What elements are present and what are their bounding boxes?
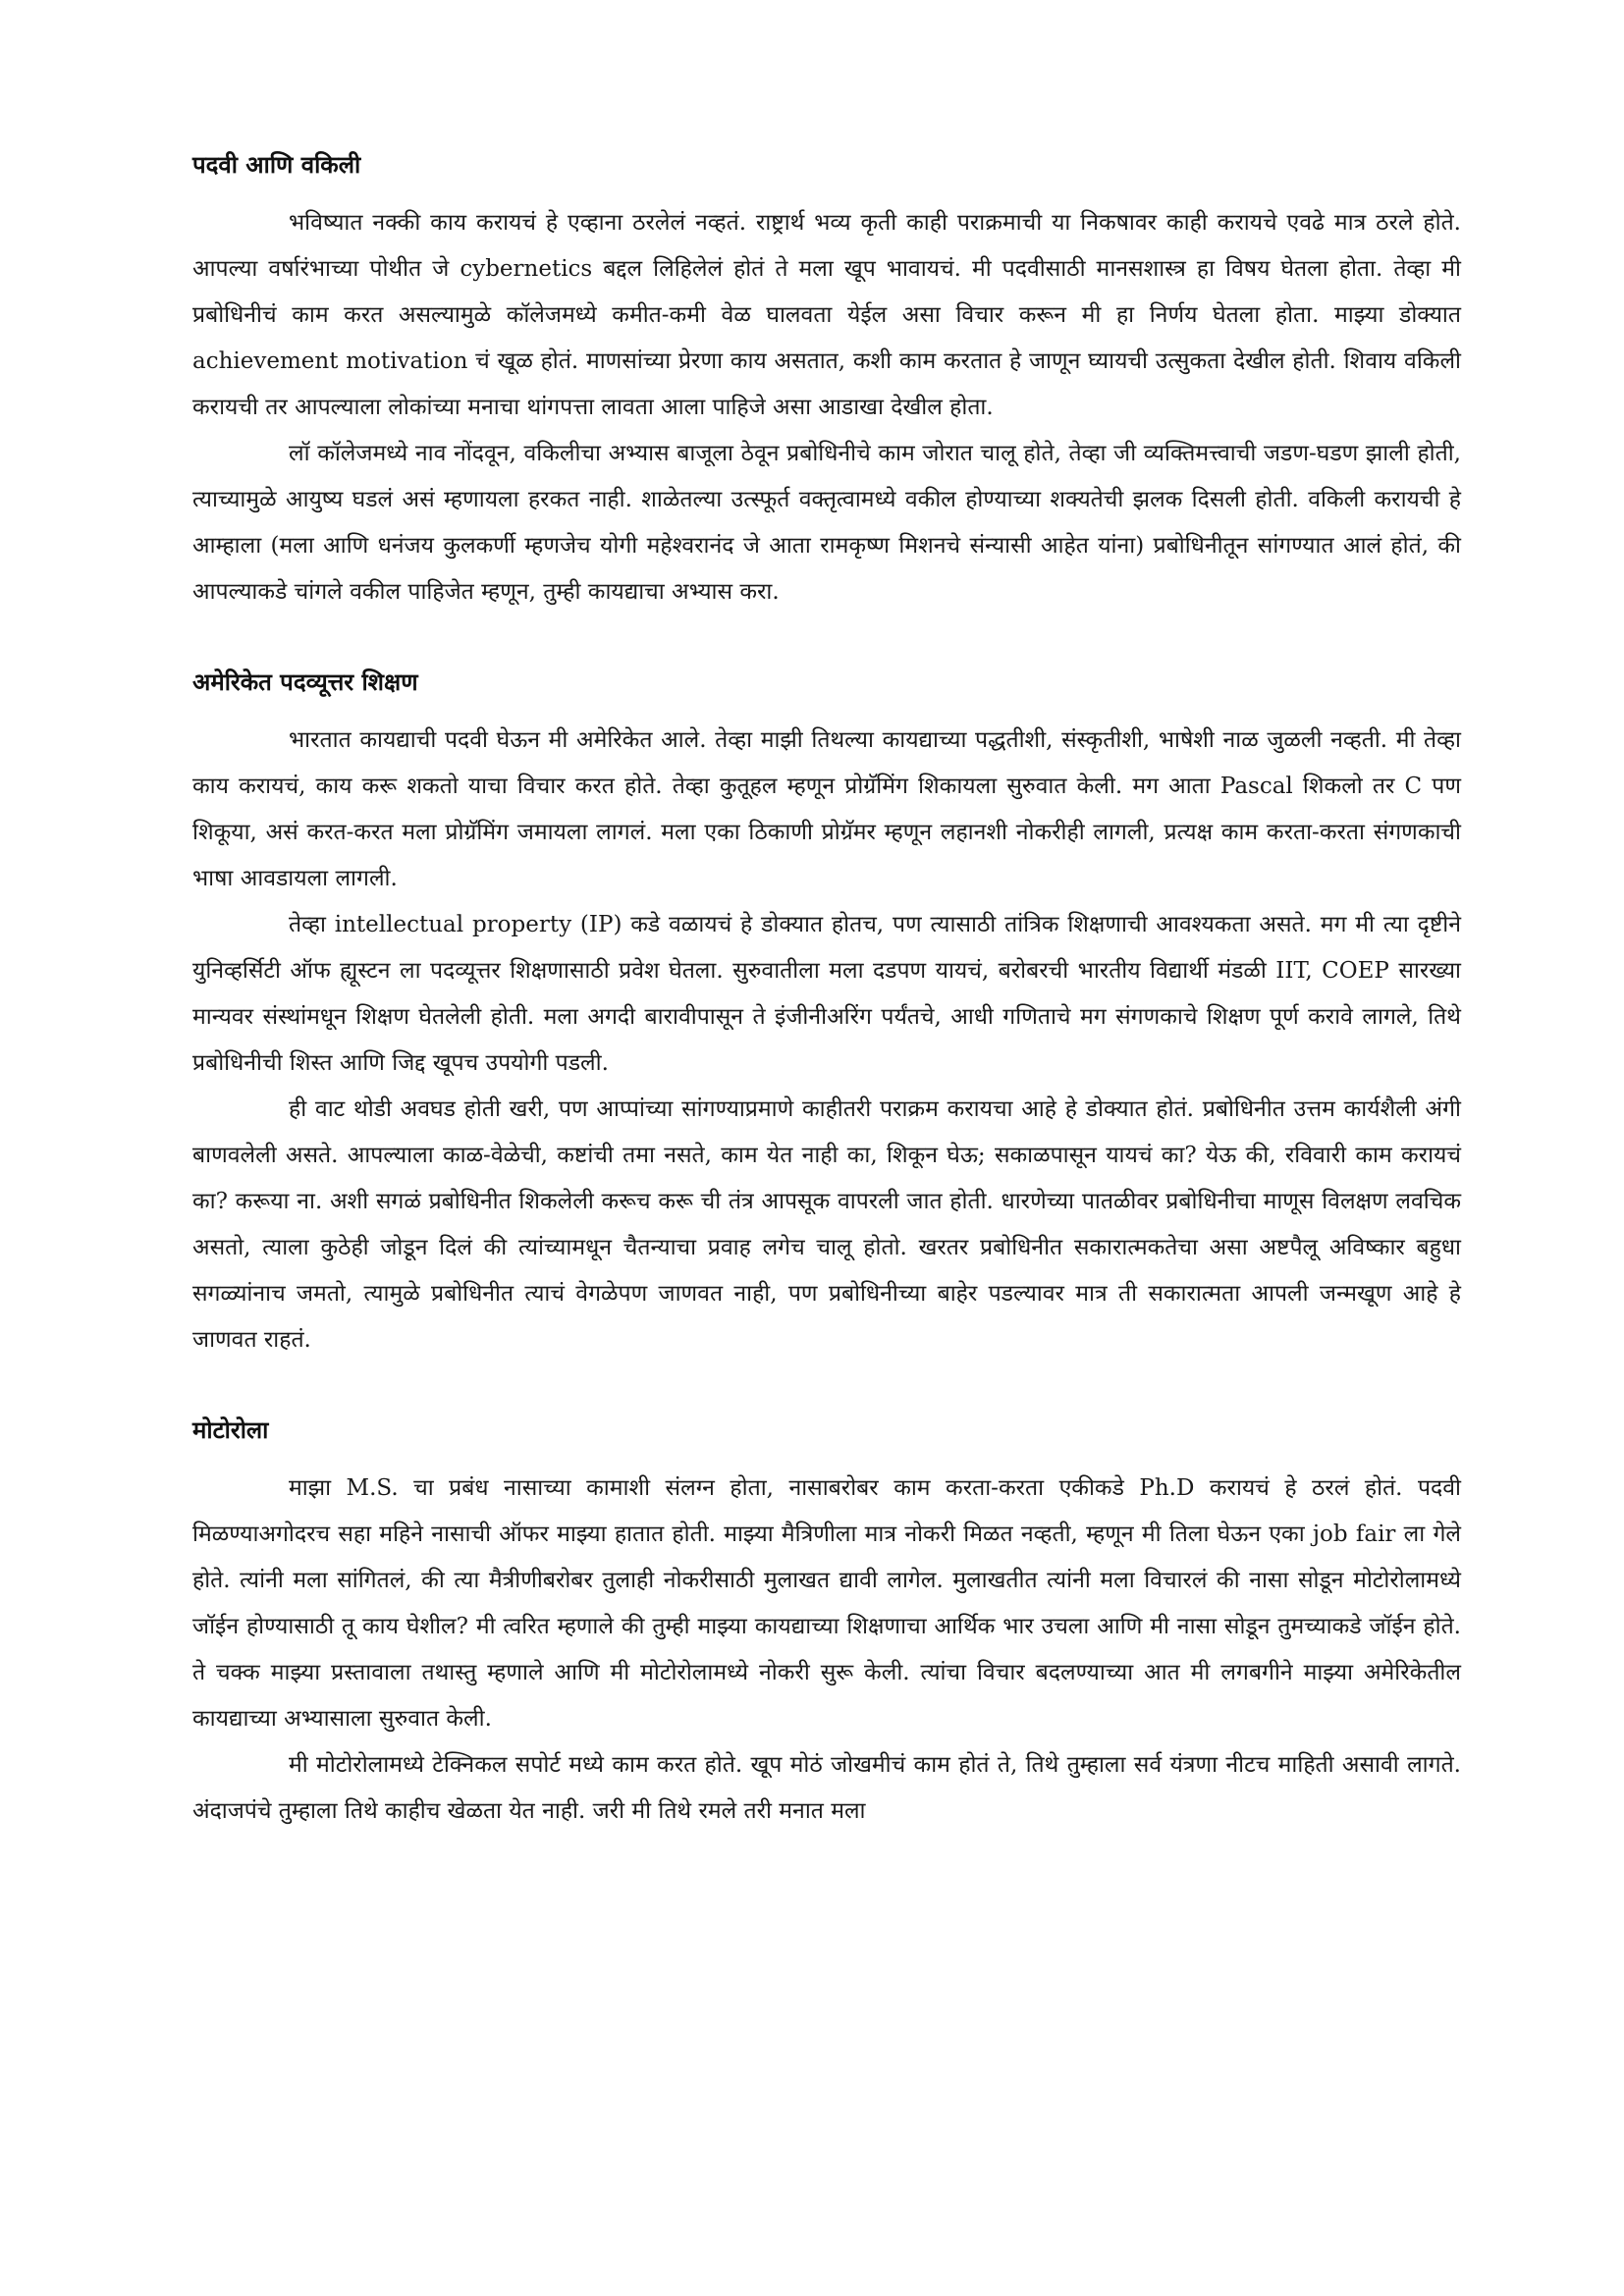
section-degree-and-law (192, 147, 1461, 615)
section-heading: मोटोरोला (192, 1416, 269, 1444)
section-heading: अमेरिकेत पदव्यूत्तर शिक्षण (192, 668, 418, 696)
paragraph: ही वाट थोडी अवघड होती खरी, पण आप्पांच्या सांगण्याप्रमाणे काहीतरी पराक्रम करायचा आहे हे डोक्यात होतं. प्रबोधिनीत उत्तम कार्यशैली अंगी बाणवलेली असते. आपल्याला काळ-वेळेची, कष्टांची तमा नसते, काम येत नाही का, शिकून घेऊ; सकाळपासून यायचं का? येऊ की, रविवारी काम करायचं का? करूया ना. अशी सगळं प्रबोधिनीत शिकलेली करूच करू ची तंत्र आपसूक वापरली जात होती. धारणेच्या पातळीवर प्रबोधिनीचा माणूस विलक्षण लवचिक असतो, त्याला कुठेही जोडून दिलं की त्यांच्यामधून चैतन्याचा प्रवाह लगेच चालू होतो. खरतर प्रबोधिनीत सकारात्मकतेचा असा अष्टपैलू अविष्कार बहुधा सगळ्यांनाच जमतो, त्यामुळे प्रबोधिनीत त्याचं वेगळेपण जाणवत नाही, पण प्रबोधिनीच्या बाहेर पडल्यावर मात्र ती सकारात्मता आपली जन्मखूण आहे हे जाणवत राहतं. (192, 1096, 1461, 1353)
section-heading: पदवी आणि वकिली (192, 151, 361, 179)
paragraph: भविष्यात नक्की काय करायचं हे एव्हाना ठरलेलं नव्हतं. राष्ट्रार्थ भव्य कृती काही पराक्रमाची या निकषावर काही करायचे एवढे मात्र ठरले होते. आपल्या वर्षारंभाच्या पोथीत जे cybernetics बद्दल लिहिलेलं होतं ते मला खूप भावायचं. मी पदवीसाठी मानसशास्त्र हा विषय घेतला होता. तेव्हा मी प्रबोधिनीचं काम करत असल्यामुळे कॉलेजमध्ये कमीत-कमी वेळ घालवता येईल असा विचार करून मी हा निर्णय घेतला होता. माझ्या डोक्यात achievement motivation चं खूळ होतं. माणसांच्या प्रेरणा काय असतात, कशी काम करतात हे जाणून घ्यायची उत्सुकता देखील होती. शिवाय वकिली करायची तर आपल्याला लोकांच्या मनाचा थांगपत्ता लावता आला पाहिजे असा आडाखा देखील होता. (192, 210, 1461, 420)
paragraph: तेव्हा intellectual property (IP) कडे वळायचं हे डोक्यात होतच, पण त्यासाठी तांत्रिक शिक्षणाची आवश्यकता असते. मग मी त्या दृष्टीने युनिव्हर्सिटी ऑफ ह्यूस्टन ला पदव्यूत्तर शिक्षणासाठी प्रवेश घेतला. सुरुवातीला मला दडपण यायचं, बरोबरची भारतीय विद्यार्थी मंडळी IIT, COEP सारख्या मान्यवर संस्थांमधून शिक्षण घेतलेली होती. मला अगदी बारावीपासून ते इंजीनीअरिंग पर्यंतचे, आधी गणिताचे मग संगणकाचे शिक्षण पूर्ण करावे लागले, तिथे प्रबोधिनीची शिस्त आणि जिद्द खूपच उपयोगी पडली. (192, 912, 1461, 1076)
paragraph: मी मोटोरोलामध्ये टेक्निकल सपोर्ट मध्ये काम करत होते. खूप मोठं जोखमीचं काम होतं ते, तिथे तुम्हाला सर्व यंत्रणा नीटच माहिती असावी लागते. अंदाजपंचे तुम्हाला तिथे काहीच खेळता येत नाही. जरी मी तिथे रमले तरी मनात मला (192, 1752, 1461, 1824)
paragraph: माझा M.S. चा प्रबंध नासाच्या कामाशी संलग्न होता, नासाबरोबर काम करता-करता एकीकडे Ph.D करायचं हे ठरलं होतं. पदवी मिळण्याअगोदरच सहा महिने नासाची ऑफर माझ्या हातात होती. माझ्या मैत्रिणीला मात्र नोकरी मिळत नव्हती, म्हणून मी तिला घेऊन एका job fair ला गेले होते. त्यांनी मला सांगितलं, की त्या मैत्रीणीबरोबर तुलाही नोकरीसाठी मुलाखत द्यावी लागेल. मुलाखतीत त्यांनी मला विचारलं की नासा सोडून मोटोरोलामध्ये जॉईन होण्यासाठी तू काय घेशील? मी त्वरित म्हणाले की तुम्ही माझ्या कायद्याच्या शिक्षणाचा आर्थिक भार उचला आणि मी नासा सोडून तुमच्याकडे जॉईन होते. ते चक्क माझ्या प्रस्तावाला तथास्तु म्हणाले आणि मी मोटोरोलामध्ये नोकरी सुरू केली. त्यांचा विचार बदलण्याच्या आत मी लगबगीने माझ्या अमेरिकेतील कायद्याच्या अभ्यासाला सुरुवात केली. (192, 1475, 1461, 1732)
section-postgraduate-in-america (192, 665, 1461, 1363)
paragraph: लॉ कॉलेजमध्ये नाव नोंदवून, वकिलीचा अभ्यास बाजूला ठेवून प्रबोधिनीचे काम जोरात चालू होते, तेव्हा जी व्यक्तिमत्त्वाची जडण-घडण झाली होती, त्याच्यामुळे आयुष्य घडलं असं म्हणायला हरकत नाही. शाळेतल्या उत्स्फूर्त वक्तृत्वामध्ये वकील होण्याच्या शक्यतेची झलक दिसली होती. वकिली करायची हे आम्हाला (मला आणि धनंजय कुलकर्णी म्हणजेच योगी महेश्वरानंद जे आता रामकृष्ण मिशनचे संन्यासी आहेत यांना) प्रबोधिनीतून सांगण्यात आलं होतं, की आपल्याकडे चांगले वकील पाहिजेत म्हणून, तुम्ही कायद्याचा अभ्यास करा. (192, 441, 1461, 605)
paragraph: भारतात कायद्याची पदवी घेऊन मी अमेरिकेत आले. तेव्हा माझी तिथल्या कायद्याच्या पद्धतीशी, संस्कृतीशी, भाषेशी नाळ जुळली नव्हती. मी तेव्हा काय करायचं, काय करू शकतो याचा विचार करत होते. तेव्हा कुतूहल म्हणून प्रोग्रॅमिंग शिकायला सुरुवात केली. मग आता Pascal शिकलो तर C पण शिकूया, असं करत-करत मला प्रोग्रॅमिंग जमायला लागलं. मला एका ठिकाणी प्रोग्रॅमर म्हणून लहानशी नोकरीही लागली, प्रत्यक्ष काम करता-करता संगणकाची भाषा आवडायला लागली. (192, 727, 1461, 891)
document-page (192, 147, 1461, 1835)
section-motorola (192, 1413, 1461, 1835)
